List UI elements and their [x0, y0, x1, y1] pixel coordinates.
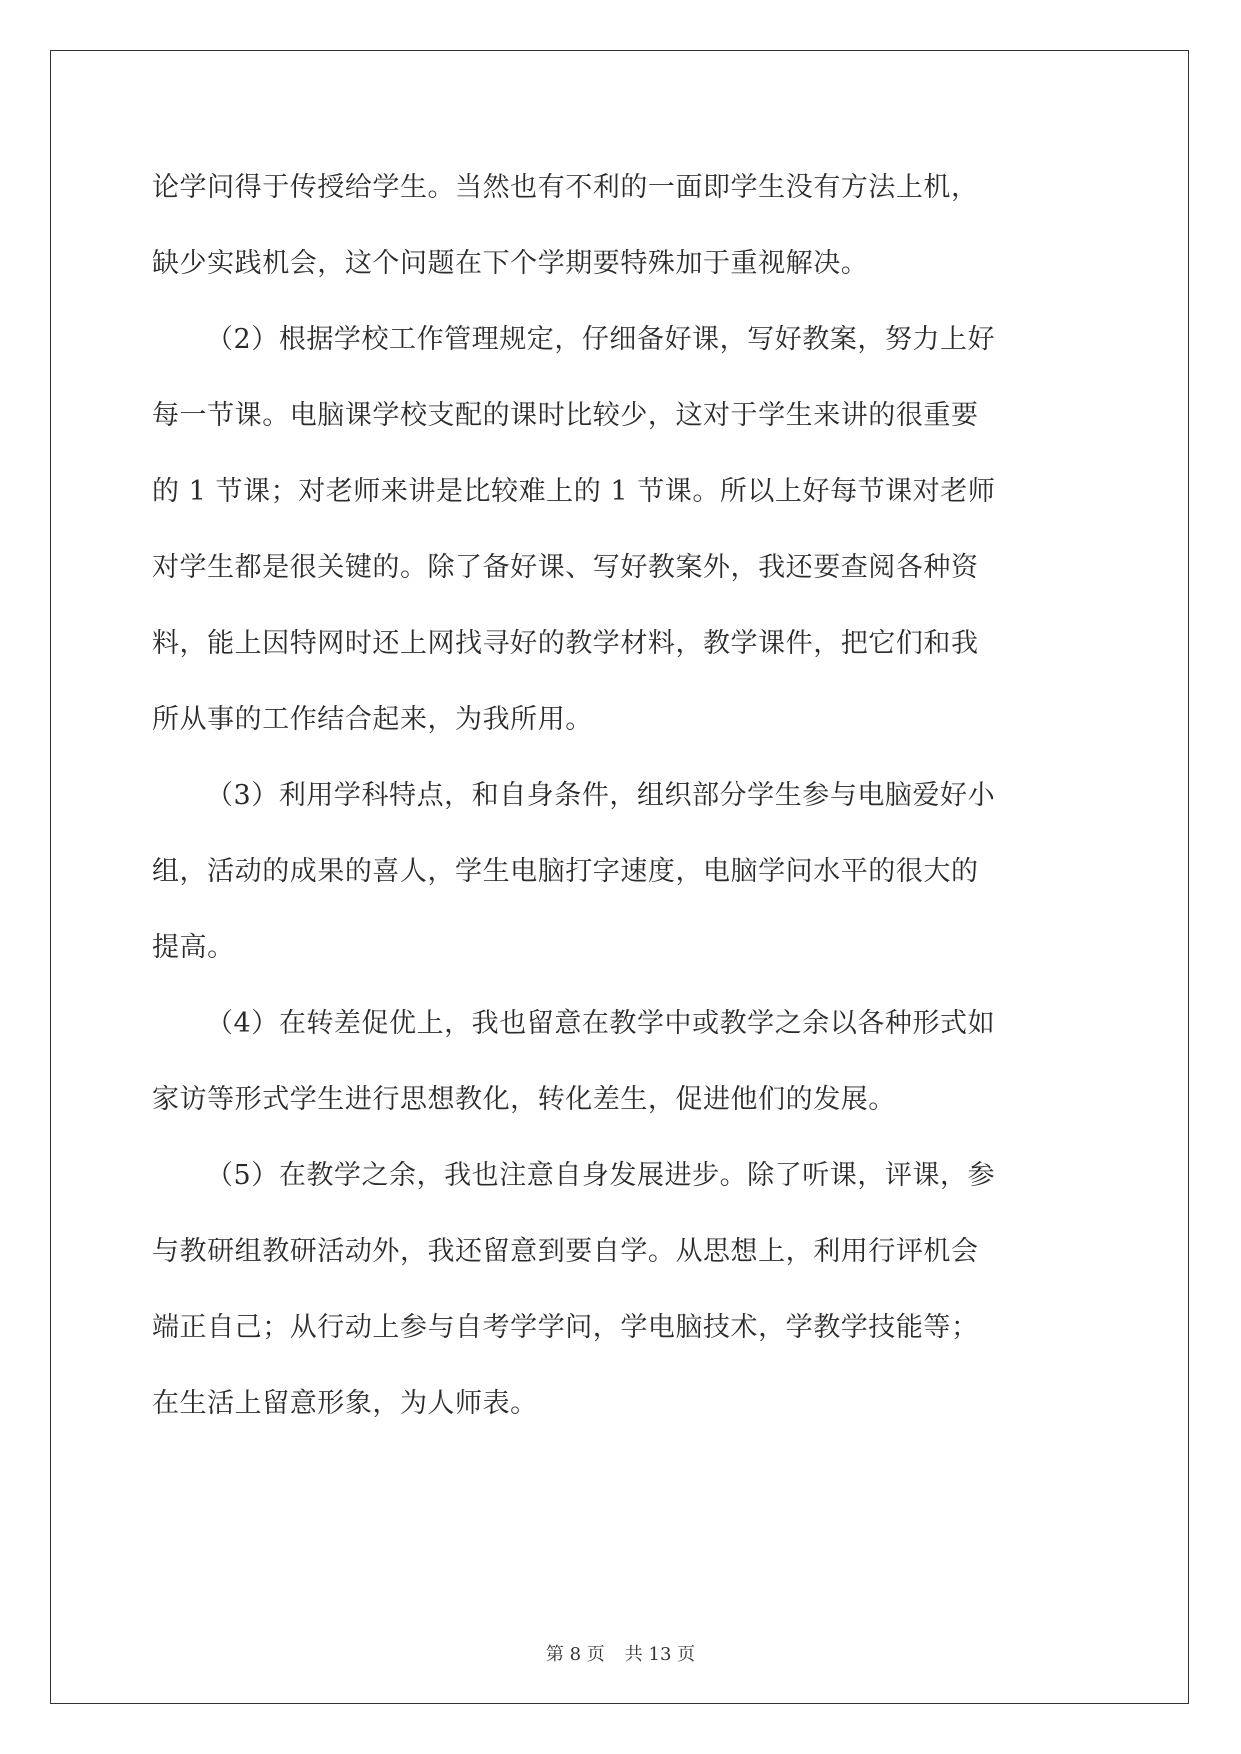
text-line: 缺少实践机会，这个问题在下个学期要特殊加于重视解决。	[152, 248, 869, 279]
paragraph-start-line: （4）在转差促优上，我也留意在教学中或教学之余以各种形式如	[206, 1008, 996, 1039]
paragraph-start-line: （5）在教学之余，我也注意自身发展进步。除了听课，评课，参	[206, 1160, 996, 1191]
text-line: 的 1 节课；对老师来讲是比较难上的 1 节课。所以上好每节课对老师	[152, 476, 996, 507]
text-line: 提高。	[152, 932, 235, 963]
text-line: 对学生都是很关键的。除了备好课、写好教案外，我还要查阅各种资	[152, 552, 979, 583]
paragraph-start-line: （2）根据学校工作管理规定，仔细备好课，写好教案，努力上好	[206, 324, 996, 355]
current-page-number: 第 8 页	[545, 1644, 605, 1665]
text-line: 端正自己；从行动上参与自考学学问，学电脑技术，学教学技能等；	[152, 1312, 979, 1343]
text-line: 组，活动的成果的喜人，学生电脑打字速度，电脑学问水平的很大的	[152, 856, 979, 887]
text-line: 家访等形式学生进行思想教化，转化差生，促进他们的发展。	[152, 1084, 896, 1115]
text-line: 论学问得于传授给学生。当然也有不利的一面即学生没有方法上机，	[152, 172, 979, 203]
document-body	[152, 150, 1096, 1442]
text-line: 每一节课。电脑课学校支配的课时比较少，这对于学生来讲的很重要	[152, 400, 979, 431]
text-line: 与教研组教研活动外，我还留意到要自学。从思想上，利用行评机会	[152, 1236, 979, 1267]
text-line: 所从事的工作结合起来，为我所用。	[152, 704, 593, 735]
text-line: 料，能上因特网时还上网找寻好的教学材料，教学课件，把它们和我	[152, 628, 979, 659]
paragraph-start-line: （3）利用学科特点，和自身条件，组织部分学生参与电脑爱好小	[206, 780, 996, 811]
text-line: 在生活上留意形象，为人师表。	[152, 1388, 538, 1419]
page-footer	[0, 1640, 1241, 1666]
total-pages: 共 13 页	[624, 1644, 696, 1665]
